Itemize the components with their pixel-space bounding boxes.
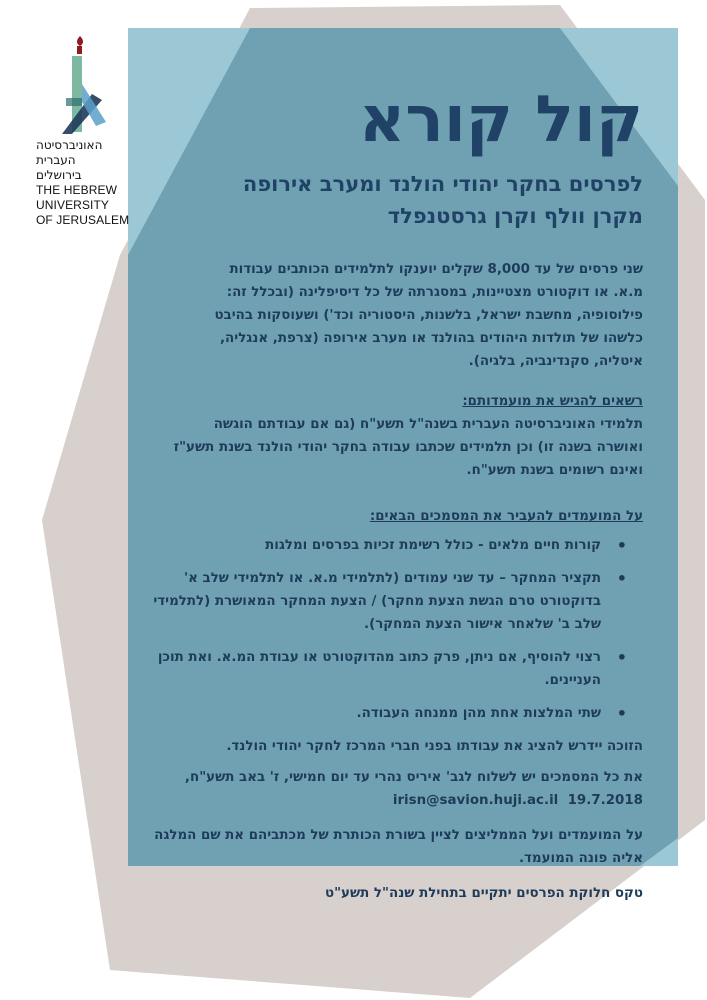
eligibility-heading: רשאים להגיש את מועמדותם: <box>462 394 643 409</box>
winner-note: הזוכה יידרש להציג את עבודתו בפני חברי המרכז לחקר יהודי הולנד. <box>226 739 643 754</box>
documents-heading: על המועמדים להעביר את המסמכים הבאים: <box>369 509 643 524</box>
logo-hebrew-line: בירושלים <box>36 168 82 182</box>
eligibility-line: ואינם רשומים בשנת תשע"ח. <box>466 463 643 478</box>
intro-line: מ.א. או דוקטורט מצטיינות, במסגרתה של כל דיסיפלינה (ובכלל זה: <box>226 285 643 300</box>
subtitle-line: מקרן וולף וקרן גרסטנפלד <box>387 204 643 228</box>
subtitle-line: לפרסים בחקר יהודי הולנד ומערב אירופה <box>242 172 643 196</box>
recommenders-note <box>103 824 643 870</box>
logo-english-line: THE HEBREW <box>36 183 118 197</box>
intro-line: פילוסופיה, מחשבת ישראל, בלשנות, היסטוריה וכד') ושעוסקות בהיבט <box>214 308 643 323</box>
logo-english-name <box>36 183 146 228</box>
ceremony-note: טקס חלוקת הפרסים יתקיים בתחילת שנה"ל תשע"ט <box>324 886 643 901</box>
logo-hebrew-name <box>36 138 118 183</box>
documents-list-item <box>103 567 601 636</box>
documents-item-line: בדוקטורט טרם הגשת הצעת מחקר) / הצעת המחקר המאושרת (לתלמידי <box>153 594 601 609</box>
submission-date: 19.7.2018 <box>567 793 643 808</box>
intro-line: כלשהו של תולדות היהודים בהולנד או מערב אירופה (צרפת, אנגליה, <box>219 331 643 346</box>
eligibility-section <box>103 390 643 482</box>
documents-list <box>103 534 643 725</box>
logo-hebrew-line: האוניברסיטה <box>36 138 103 152</box>
submission-instructions <box>103 766 643 812</box>
intro-line: שני פרסים של עד 8,000 שקלים יוענקו לתלמידים הכותבים עבודות <box>229 262 643 277</box>
logo-english-line: OF JERUSALEM <box>36 213 130 227</box>
intro-line: איטליה, סקנדינביה, בלגיה). <box>468 354 643 369</box>
page-title: קול קורא <box>358 83 643 157</box>
documents-item-line: • תקציר המחקר – עד שני עמודים (לתלמידי מ.א. או לתלמידי שלב א' <box>184 571 601 586</box>
submission-email-link[interactable]: irisn@savion.huji.ac.il <box>392 793 559 808</box>
documents-section <box>103 505 643 905</box>
recommenders-line: אליה פונה המועמד. <box>518 851 643 866</box>
logo-emblem-icon <box>36 34 106 134</box>
documents-list-item <box>103 702 601 725</box>
documents-item-line: • רצוי להוסיף, אם ניתן, פרק כתוב מהדוקטורט או עבודת המ.א. ואת תוכן <box>157 650 601 665</box>
eligibility-line: תלמידי האוניברסיטה העברית בשנה"ל תשע"ח (גם אם עבודתם הוגשה <box>213 417 643 432</box>
page-subtitle <box>163 168 643 232</box>
documents-item-line: שלב ב' שלאחר אישור הצעת המחקר). <box>364 617 601 632</box>
logo-english-line: UNIVERSITY <box>36 198 110 212</box>
documents-list-item <box>103 646 601 692</box>
documents-item-line: העניינים. <box>544 673 601 688</box>
university-logo <box>36 34 146 228</box>
submission-contact-line <box>103 789 643 812</box>
documents-list-item <box>103 534 601 557</box>
logo-hebrew-line: העברית <box>36 153 76 167</box>
recommenders-line: על המועמדים ועל הממליצים לציין בשורת הכותרת של מכתביהם את שם המלגה <box>154 828 643 843</box>
submission-line: את כל המסמכים יש לשלוח לגב' איריס נהרי עד יום חמישי, ז' באב תשע"ח, <box>184 770 643 785</box>
documents-item-line: • שתי המלצות אחת מהן ממנחה העבודה. <box>356 706 601 721</box>
documents-item-line: • קורות חיים מלאים - כולל רשימת זכיות בפרסים ומלגות <box>265 538 601 553</box>
intro-paragraph <box>103 258 643 373</box>
eligibility-line: ואושרה בשנה זו) וכן תלמידים שכתבו עבודה בחקר יהודי הולנד בשנת תשע"ז <box>173 440 643 455</box>
